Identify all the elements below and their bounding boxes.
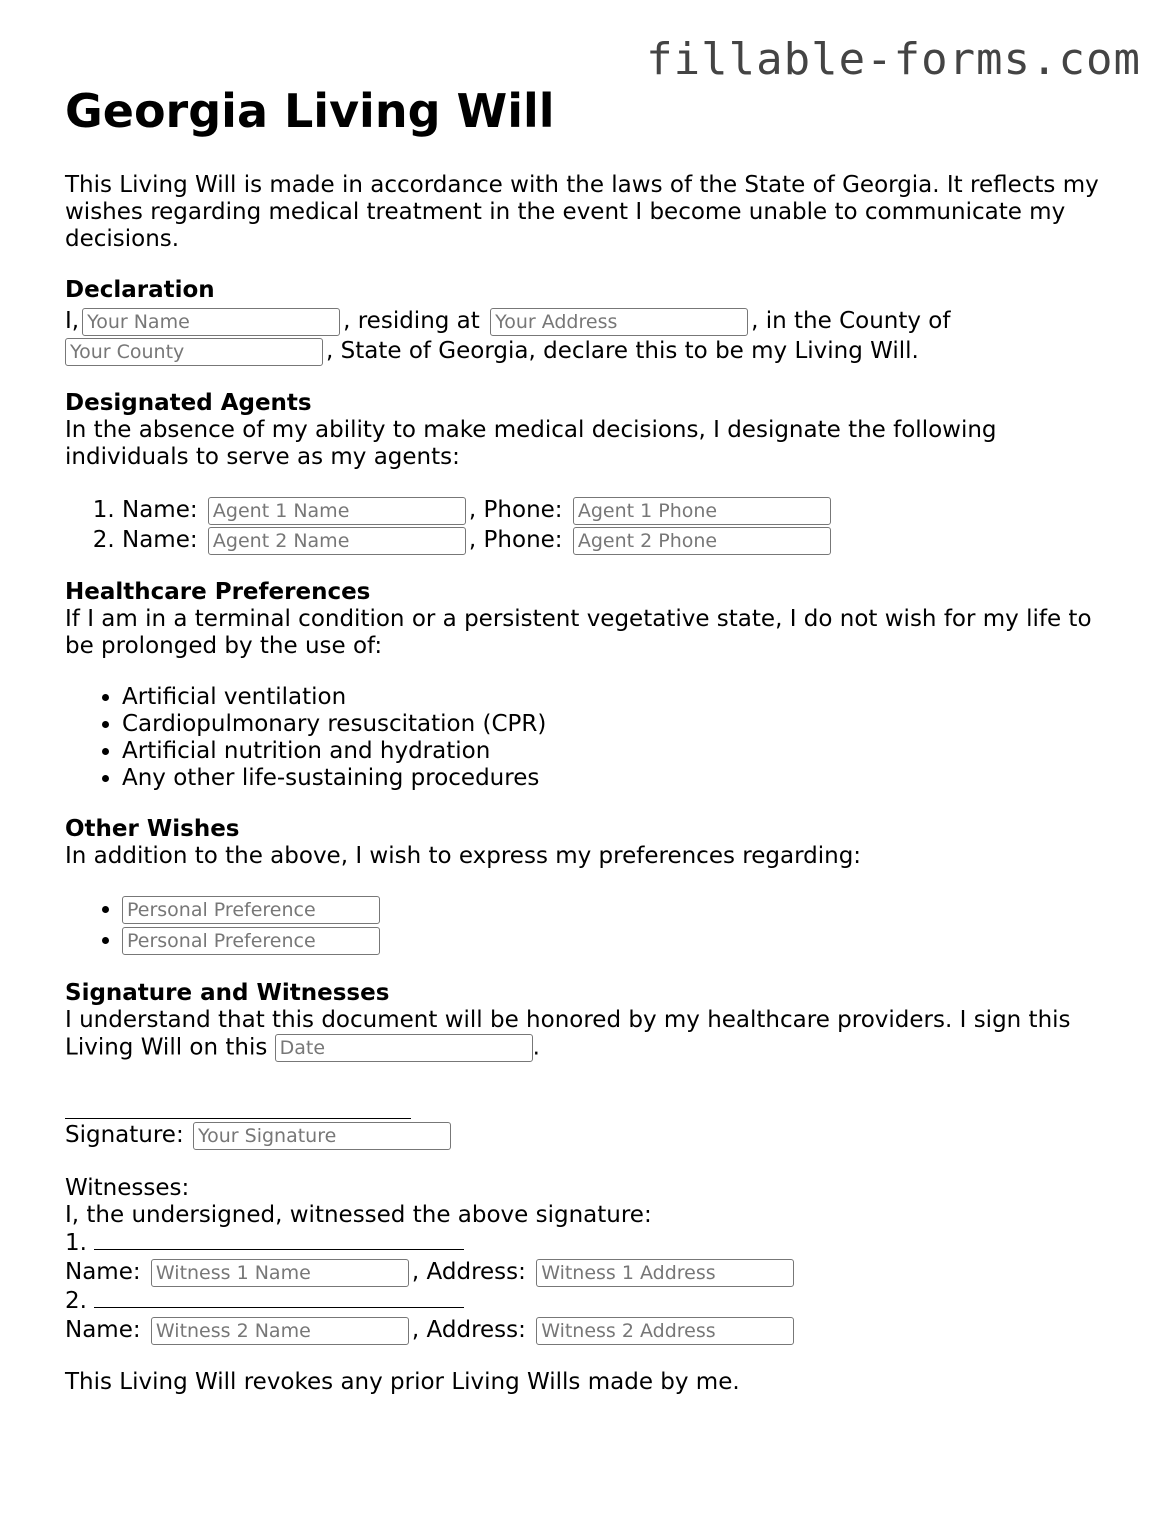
revocation-statement: This Living Will revokes any prior Living Wills made by me. bbox=[65, 1369, 740, 1395]
agents-text: In the absence of my ability to make medical decisions, I designate the following individuals to serve as my agents: bbox=[65, 417, 997, 470]
declaration-suffix: , State of Georgia, declare this to be my Living Will. bbox=[326, 338, 919, 364]
witness-name-label: Name: bbox=[65, 1317, 141, 1343]
personal-preference-2-input[interactable] bbox=[122, 927, 380, 955]
wish-item bbox=[122, 925, 1115, 956]
signature-heading: Signature and Witnesses bbox=[65, 980, 390, 1006]
agent-2-name-input[interactable] bbox=[208, 527, 466, 555]
signature-statement: I understand that this document will be honored by my healthcare providers. I sign this Living Will on this bbox=[65, 1007, 1071, 1061]
signature-text bbox=[65, 1007, 1115, 1062]
your-name-input[interactable] bbox=[82, 308, 340, 336]
residing-text: , residing at bbox=[343, 308, 480, 334]
agent-item bbox=[122, 525, 1115, 555]
treatment-item: • Any other life-sustaining procedures bbox=[122, 765, 1115, 792]
signature-row bbox=[65, 1119, 1115, 1151]
witness-2-name-input[interactable] bbox=[151, 1317, 409, 1345]
wish-item bbox=[122, 894, 1115, 925]
declaration-line-2 bbox=[65, 336, 1115, 366]
agents-section bbox=[65, 390, 1115, 555]
witness-2-info-row bbox=[65, 1316, 1115, 1345]
agent-phone-label: , Phone: bbox=[468, 497, 563, 523]
healthcare-text: If I am in a terminal condition or a persistent vegetative state, I do not wish for my life to be prolonged by the use of: bbox=[65, 606, 1092, 659]
other-wishes-heading: Other Wishes bbox=[65, 816, 240, 842]
treatment-item: • Cardiopulmonary resuscitation (CPR) bbox=[122, 711, 1115, 738]
agents-list bbox=[65, 495, 1115, 555]
witnesses-text: I, the undersigned, witnessed the above signature: bbox=[65, 1202, 652, 1228]
treatment-list bbox=[65, 684, 1115, 792]
healthcare-section bbox=[65, 579, 1115, 792]
witness-number: 2. bbox=[65, 1288, 87, 1314]
declaration-prefix: I, bbox=[65, 308, 80, 334]
living-will-form bbox=[65, 84, 1115, 1396]
witness-number: 1. bbox=[65, 1230, 87, 1256]
your-county-input[interactable] bbox=[65, 338, 323, 366]
declaration-heading: Declaration bbox=[65, 277, 215, 303]
agent-item bbox=[122, 495, 1115, 525]
signature-line bbox=[65, 1110, 411, 1119]
agents-heading: Designated Agents bbox=[65, 390, 312, 416]
county-text: , in the County of bbox=[751, 308, 951, 334]
personal-preference-1-input[interactable] bbox=[122, 896, 380, 924]
other-wishes-section bbox=[65, 816, 1115, 956]
date-input[interactable] bbox=[275, 1034, 533, 1062]
witness-address-label: , Address: bbox=[411, 1317, 526, 1343]
declaration-line-1 bbox=[65, 306, 1115, 336]
declaration-section bbox=[65, 277, 1115, 366]
healthcare-heading: Healthcare Preferences bbox=[65, 579, 371, 605]
witness-1-address-input[interactable] bbox=[536, 1259, 794, 1287]
witness-1-name-input[interactable] bbox=[151, 1259, 409, 1287]
agent-1-name-input[interactable] bbox=[208, 497, 466, 525]
witnesses-heading: Witnesses: bbox=[65, 1175, 190, 1201]
witness-signature-line bbox=[94, 1287, 464, 1308]
witness-name-label: Name: bbox=[65, 1259, 141, 1285]
witness-address-label: , Address: bbox=[411, 1259, 526, 1285]
other-wishes-text: In addition to the above, I wish to express my preferences regarding: bbox=[65, 843, 862, 869]
wishes-list bbox=[65, 894, 1115, 956]
agent-2-phone-input[interactable] bbox=[573, 527, 831, 555]
date-suffix: . bbox=[532, 1034, 540, 1061]
witness-2-address-input[interactable] bbox=[536, 1317, 794, 1345]
your-address-input[interactable] bbox=[490, 308, 748, 336]
treatment-item: • Artificial nutrition and hydration bbox=[122, 738, 1115, 765]
agent-name-label: Name: bbox=[122, 527, 198, 553]
witness-2-sign-row bbox=[65, 1287, 1115, 1316]
witness-1-info-row bbox=[65, 1258, 1115, 1287]
agent-1-phone-input[interactable] bbox=[573, 497, 831, 525]
agent-phone-label: , Phone: bbox=[468, 527, 563, 553]
treatment-item: • Artificial ventilation bbox=[122, 684, 1115, 711]
intro-paragraph: This Living Will is made in accordance with the laws of the State of Georgia. It reflects my wishes regarding medical treatment in the event I become unable to communicate my decisions. bbox=[65, 172, 1099, 252]
page-title: Georgia Living Will bbox=[65, 84, 555, 138]
signature-section bbox=[65, 980, 1115, 1345]
your-signature-input[interactable] bbox=[193, 1122, 451, 1150]
witness-1-sign-row bbox=[65, 1229, 1115, 1258]
agent-name-label: Name: bbox=[122, 497, 198, 523]
witness-signature-line bbox=[94, 1229, 464, 1250]
signature-label: Signature: bbox=[65, 1122, 184, 1148]
watermark: fillable-forms.com bbox=[646, 34, 1141, 85]
